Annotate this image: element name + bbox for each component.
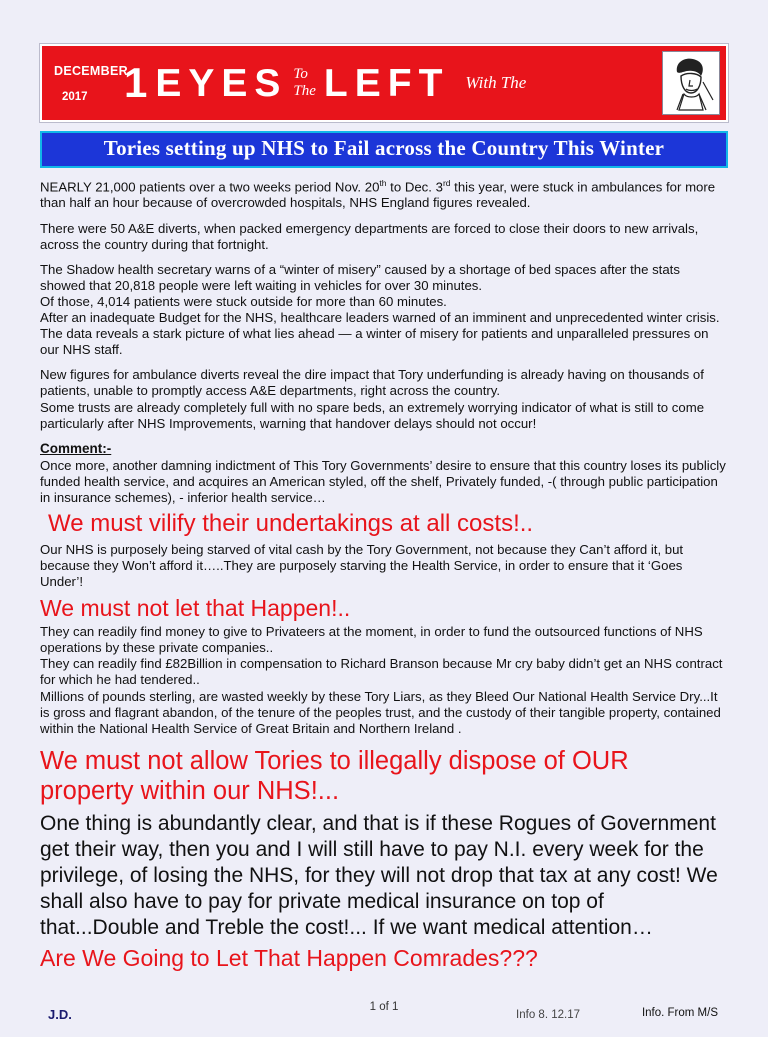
portrait-logo-icon xyxy=(662,51,720,115)
paragraph-8: Some trusts are already completely full with no spare beds, an extremely worrying indicator of what is still to come particularly after NHS Improvements, warning that handover delays should not occur! xyxy=(40,399,705,431)
masthead-month: DECEMBER xyxy=(54,63,128,78)
newsletter-page xyxy=(0,44,768,1037)
masthead-title-left: LEFT xyxy=(323,61,450,105)
paragraph-10: They can readily find money to give to Privateers at the moment, in order to fund the outsourced functions of NHS operations by these private companies.. xyxy=(40,624,703,656)
paragraph-5: After an inadequate Budget for the NHS, healthcare leaders warned of an imminent and unprecedented winter crisis. xyxy=(40,310,720,326)
red-callout-4: Are We Going to Let That Happen Comrades??? xyxy=(40,945,538,972)
closing-paragraph: One thing is abundantly clear, and that is if these Rogues of Government get their way, then you and I will still have to pay N.I. every week for the privilege, of losing the NHS, for they will not drop that tax at any cost! We shall also have to pay for private medical insurance on top of that...Double and Treble the cost!... If we want medical attention… xyxy=(40,812,718,940)
red-callout-2: We must not let that Happen!.. xyxy=(40,595,351,622)
paragraph-12: Millions of pounds sterling, are wasted weekly by these Tory Liars, as they Bleed Our National Health Service Dry...It is gross and flagrant abandon, of the tenure of the peoples trust, and the custody of their tangible property, contained within the National Health Service of Great Britain and Northern Ireland . xyxy=(40,688,721,736)
comment-paragraph: Once more, another damning indictment of This Tory Governments’ desire to ensure that this country loses its publicly funded health service, and acquires an American styled, off the shelf, Privately funded, -( through public participation in insurance schemes), - inferior health service… xyxy=(40,458,726,506)
article-body xyxy=(40,178,728,973)
paragraph-4: Of those, 4,014 patients were stuck outside for more than 60 minutes. xyxy=(40,293,447,309)
masthead-title-eyes: EYES xyxy=(155,61,288,105)
paragraph-1-a: NEARLY 21,000 patients over a two weeks period Nov. 20 xyxy=(40,179,380,195)
paragraph-11: They can readily find £82Billion in compensation to Richard Branson because Mr cry baby didn’t get an NHS contract for which he had tendered.. xyxy=(40,656,723,688)
paragraph-7: New figures for ambulance diverts reveal the dire impact that Tory underfunding is already having on thousands of patients, unable to promptly access A&E departments, right across the country. xyxy=(40,367,704,399)
red-callout-1: We must vilify their undertakings at all costs!.. xyxy=(48,510,534,538)
page-footer xyxy=(40,1001,728,1027)
masthead xyxy=(40,44,728,122)
portrait-icon-svg xyxy=(663,52,717,112)
masthead-to-the xyxy=(293,66,316,101)
paragraph-1-sup-th: th xyxy=(379,178,387,188)
paragraph-2: There were 50 A&E diverts, when packed emergency departments are forced to close their doors to new arrivals, across the country during that fortnight. xyxy=(40,220,699,252)
masthead-to: To xyxy=(293,65,308,82)
masthead-year: 2017 xyxy=(62,90,88,103)
masthead-issue-number: 1 xyxy=(124,59,148,106)
paragraph-6: The data reveals a stark picture of what lies ahead — a winter of misery for patients and unparalleled pressures on our NHS staff. xyxy=(40,326,709,358)
headline-banner xyxy=(40,131,728,168)
footer-info-right: Info. From M/S xyxy=(641,1007,718,1019)
footer-initials: J.D. xyxy=(48,1007,72,1022)
footer-info-left: Info 8. 12.17 xyxy=(516,1009,580,1021)
paragraph-1-c: this year, were stuck in ambulances for more than half an hour because of overcrowded hospitals, NHS England figures revealed. xyxy=(40,179,716,211)
red-callout-3: We must not allow Tories to illegally dispose of OUR property within our NHS!... xyxy=(40,746,629,806)
comment-label: Comment:- xyxy=(40,440,112,456)
paragraph-1 xyxy=(40,178,728,212)
paragraph-3: The Shadow health secretary warns of a “winter of misery” caused by a shortage of bed spaces after the stats showed that 20,818 people were left waiting in vehicles for over 30 minutes. xyxy=(40,261,680,293)
masthead-the: The xyxy=(293,83,316,99)
paragraph-1-sup-rd: rd xyxy=(442,178,451,188)
paragraph-1-b: to Dec. 3 xyxy=(386,179,443,195)
footer-page-number: 1 of 1 xyxy=(369,1001,399,1013)
paragraph-9: Our NHS is purposely being starved of vital cash by the Tory Government, not because they Can’t afford it, but because they Won’t afford it…..They are purposely starving the Health Service, in order to ensure that it ‘Goes Under’! xyxy=(40,541,684,589)
headline-text: Tories setting up NHS to Fail across the Country This Winter xyxy=(103,136,665,160)
masthead-with-the: With The xyxy=(465,73,527,92)
